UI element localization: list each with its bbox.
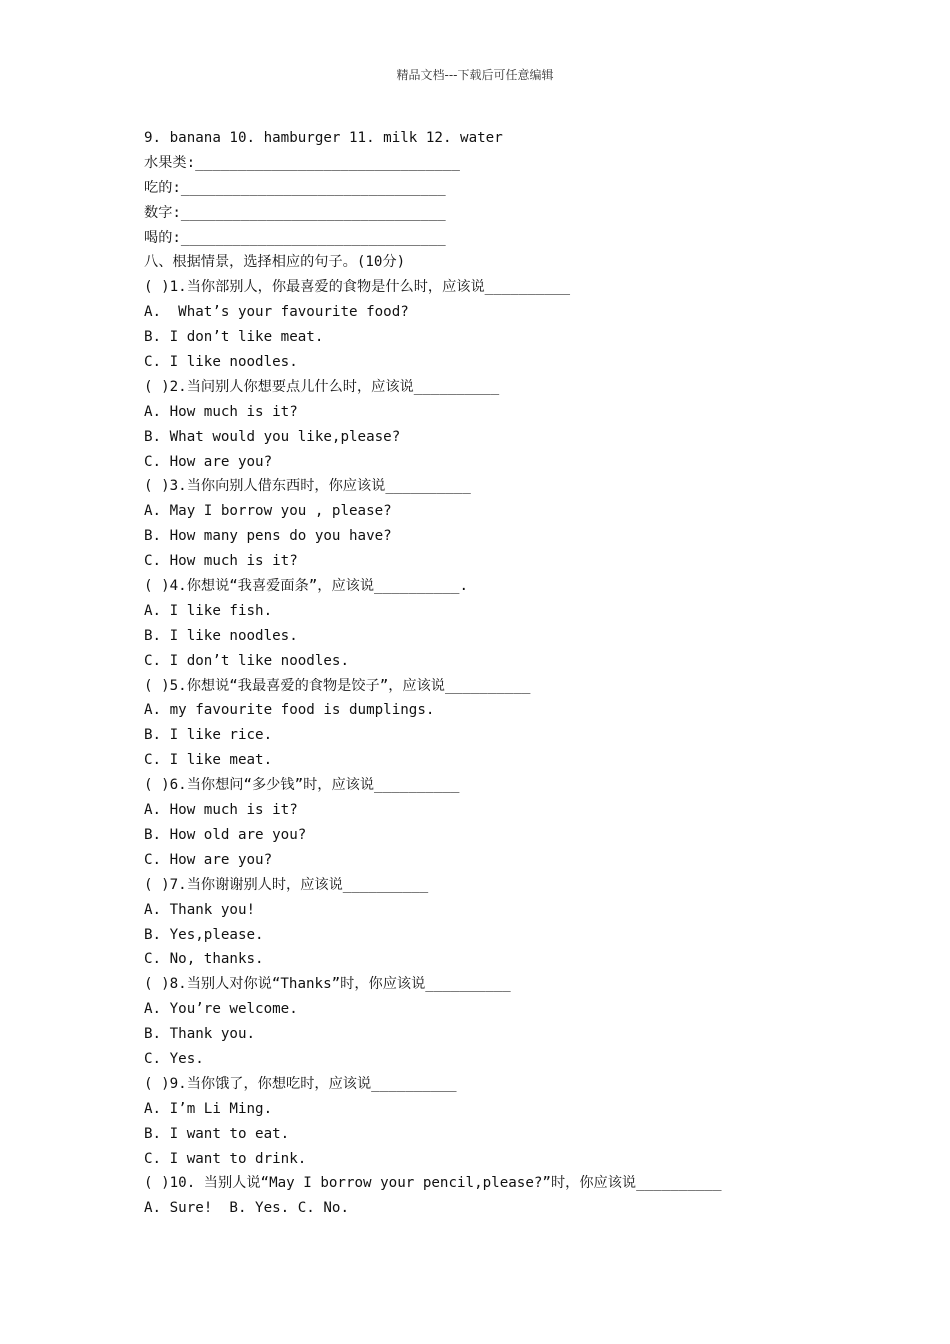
- word-list: 9. banana 10. hamburger 11. milk 12. water: [144, 130, 503, 146]
- option-2a: A. How much is it?: [144, 403, 298, 420]
- option-7b: B. Yes,please.: [144, 926, 264, 943]
- option-2b: B. What would you like,please?: [144, 428, 401, 445]
- option-8b: B. Thank you.: [144, 1026, 256, 1043]
- option-4c: C. I don’t like noodles.: [144, 652, 349, 669]
- section-heading: 八、根据情景，选择相应的句子。(10分): [144, 254, 406, 271]
- category-fruit-line: 水果类:_______________________________: [144, 154, 460, 171]
- category-drink-line: 喝的:_______________________________: [144, 229, 446, 246]
- option-4b: B. I like noodles.: [144, 627, 298, 644]
- question-8: ( )8.当别人对你说“Thanks”时，你应该说__________: [144, 976, 511, 993]
- option-9b: B. I want to eat.: [144, 1125, 290, 1142]
- options-10: A. Sure! B. Yes. C. No.: [144, 1200, 349, 1217]
- option-9c: C. I want to drink.: [144, 1150, 307, 1167]
- option-3b: B. How many pens do you have?: [144, 528, 392, 545]
- option-4a: A. I like fish.: [144, 602, 273, 619]
- option-1a: A. What’s your favourite food?: [144, 304, 409, 321]
- question-3: ( )3.当你向别人借东西时，你应该说__________: [144, 478, 471, 495]
- option-8a: A. You’re welcome.: [144, 1001, 298, 1018]
- option-6c: C. How are you?: [144, 851, 273, 868]
- question-9: ( )9.当你饿了，你想吃时，应该说__________: [144, 1075, 457, 1092]
- question-2: ( )2.当问别人你想要点儿什么时，应该说__________: [144, 378, 500, 395]
- option-6b: B. How old are you?: [144, 826, 307, 843]
- question-1: ( )1.当你部别人，你最喜爱的食物是什么时，应该说__________: [144, 279, 571, 296]
- option-1b: B. I don’t like meat.: [144, 329, 324, 346]
- option-1c: C. I like noodles.: [144, 354, 298, 371]
- option-8c: C. Yes.: [144, 1050, 204, 1067]
- option-6a: A. How much is it?: [144, 802, 298, 819]
- option-3a: A. May I borrow you , please?: [144, 503, 392, 520]
- question-5: ( )5.你想说“我最喜爱的食物是饺子”，应该说__________: [144, 677, 531, 694]
- question-10: ( )10. 当别人说“May I borrow your pencil,please?”时，你应该说__________: [144, 1175, 722, 1192]
- question-7: ( )7.当你谢谢别人时，应该说__________: [144, 876, 429, 893]
- document-body: [144, 126, 904, 1221]
- option-7c: C. No, thanks.: [144, 951, 264, 968]
- category-number-line: 数字:_______________________________: [144, 204, 446, 221]
- question-4: ( )4.你想说“我喜爱面条”，应该说__________.: [144, 578, 468, 595]
- option-5b: B. I like rice.: [144, 727, 273, 744]
- page-header: 精品文档---下载后可任意编辑: [396, 68, 554, 82]
- option-7a: A. Thank you!: [144, 901, 256, 918]
- question-6: ( )6.当你想问“多少钱”时，应该说__________: [144, 777, 460, 794]
- option-5a: A. my favourite food is dumplings.: [144, 702, 435, 719]
- category-food-line: 吃的:_______________________________: [144, 179, 446, 196]
- option-2c: C. How are you?: [144, 453, 273, 470]
- option-3c: C. How much is it?: [144, 553, 298, 570]
- option-9a: A. I’m Li Ming.: [144, 1100, 273, 1117]
- option-5c: C. I like meat.: [144, 752, 273, 769]
